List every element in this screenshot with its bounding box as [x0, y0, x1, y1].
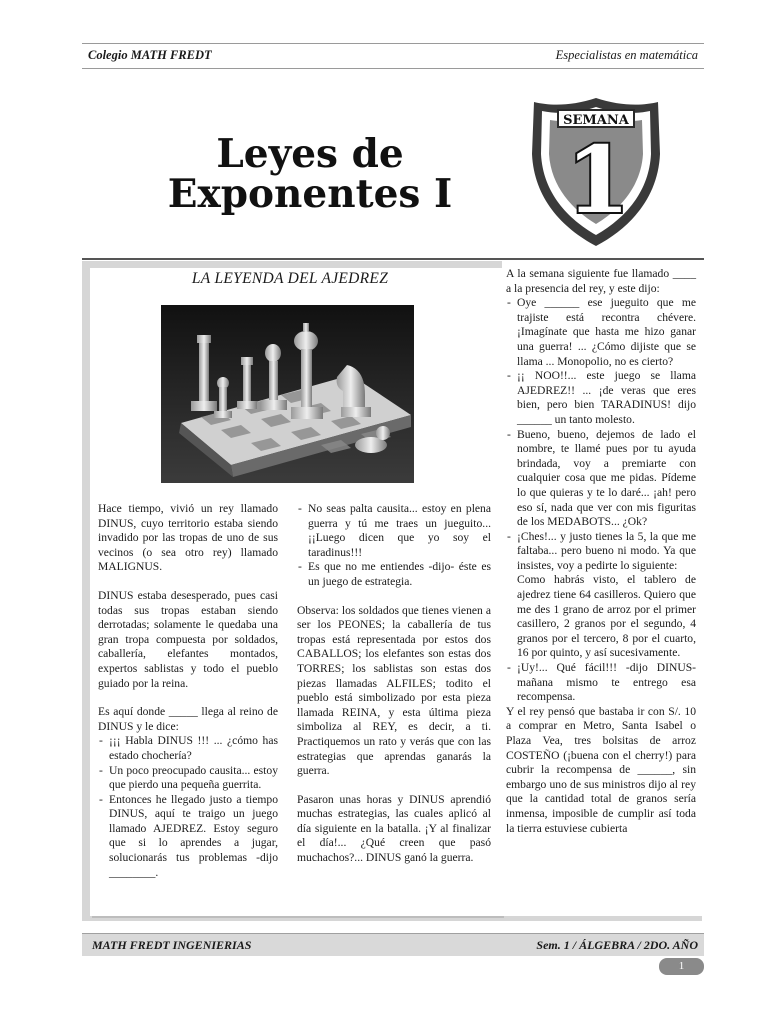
page-header [82, 43, 704, 69]
school-name: Colegio MATH FREDT [88, 48, 212, 62]
story-paragraph: DINUS estaba desesperado, pues casi todas sus tropas estaban siendo derrotadas; solamente le quedaba una gran tropa compuesta por soldados, caballería, elefantes montados, expertos sablistas y todo el pueblo guiado por la reina. [98, 588, 278, 690]
chess-pieces-photo [161, 305, 414, 483]
title-divider [82, 258, 704, 260]
footer-course: Sem. 1 / ÁLGEBRA / 2DO. AÑO [536, 938, 698, 952]
dialogue-line: - Un poco preocupado causita... estoy que pierdo una pequeña guerrita. [98, 764, 278, 793]
page-number: 1 [659, 958, 704, 975]
dialogue-list [297, 502, 491, 590]
story-paragraph: Observa: los soldados que tienes vienen a ser los PEONES; la caballería de tus tropas está representada por estos dos CABALLOS; los elefantes son estas dos TORRES; los sablistas son estas dos piezas llamadas ALFILES; todito el pueblo está simbolizado por esta pieza llamada REINA, y esta última pieza simboliza al REY, es decir, a ti. Practiquemos un rato y verás que con las estrategias que aprendas ganarás la guerra. [297, 603, 491, 778]
story-column-3 [506, 267, 696, 836]
dialogue-list [506, 296, 696, 573]
dialogue-line: - Es que no me entiendes -dijo- éste es un juego de estrategia. [297, 560, 491, 589]
shield-icon [528, 94, 664, 250]
dialogue-line: - Bueno, bueno, dejemos de lado el nombre, te llamé pues por tu ayuda brindada, voy a premiarte con cualquier cosa que me pidas. Pídeme lo que quieras y te lo daré... ¡ah! pero eso sí, nada que ver con mis figuritas de los MEDABOTS... ¿Ok? [506, 428, 696, 530]
page-title [120, 131, 500, 217]
page-footer [82, 933, 704, 956]
dialogue-line: - ¡¡¡ Habla DINUS !!! ... ¿cómo has estado chochería? [98, 734, 278, 763]
story-paragraph: Es aquí donde _____ llega al reino de DINUS y le dice: [98, 705, 278, 733]
dialogue-line: - ¡Uy!... Qué fácil!!! -dijo DINUS- mañana mismo te entrego esa recompensa. [506, 661, 696, 705]
dialogue-line: - No seas palta causita... estoy en plena guerra y tú me traes un jueguito... ¡¡Luego dicen que yo soy el taradinus!!! [297, 502, 491, 560]
dialogue-continuation: Como habrás visto, el tablero de ajedrez tiene 64 casilleros. Quiero que me des 1 grano de arroz por el primer casillero, 2 granos por el segundo, 4 granos por el tercero, 8 por el cuarto, 16 por quinto, y así sucesivamente. [517, 573, 696, 660]
dialogue-list [506, 661, 696, 705]
title-line-1: Leyes de [216, 131, 404, 177]
school-tagline: Especialistas en matemática [555, 48, 698, 62]
story-column-2 [297, 502, 491, 880]
story-paragraph: Hace tiempo, vivió un rey llamado DINUS, cuyo territorio estaba siendo invadido por las tropas de uno de sus vecinos (o sea otro rey) llamado MALIGNUS. [98, 502, 278, 574]
badge-number: 1 [565, 126, 631, 234]
story-column-1 [98, 502, 278, 880]
dialogue-line: - ¡Ches!... y justo tienes la 5, la que me faltaba... pero bueno ni modo. Ya que insistes, voy a pedirte lo siguiente: [506, 530, 696, 574]
dialogue-line: - Oye ______ ese jueguito que me trajiste está recontra chévere. ¡Imagínate que hasta me hizo ganar una guerra! ... ¿Cómo dijiste que se llama ... Monopolio, no es cierto? [506, 296, 696, 369]
story-title: LA LEYENDA DEL AJEDREZ [191, 270, 389, 287]
story-paragraph: Y el rey pensó que bastaba ir con S/. 10 a comprar en Metro, Santa Isabel o Plaza Vea, tres bolsitas de arroz COSTEÑO (¡buena con el cherry!) para cubrir la recompensa de ______, sin embargo uno de sus ministros dijo al rey que la cantidad total de granos sería inmensa, imposible de cumplir así toda la tierra estuviese cubierta [506, 704, 696, 835]
dialogue-list [98, 734, 278, 880]
dialogue-line: - ¡¡ NOO!!... este juego se llama AJEDREZ!! ... ¡de veras que eres bien, pero bien TARADINUS! dijo ______ un tanto molesto. [506, 369, 696, 427]
badge-label: SEMANA [563, 113, 629, 128]
footer-company: MATH FREDT INGENIERIAS [92, 938, 252, 952]
story-paragraph: A la semana siguiente fue llamado ____ a la presencia del rey, y este dijo: [506, 267, 696, 295]
title-line-2: Exponentes I [167, 171, 453, 217]
dialogue-line: - Entonces he llegado justo a tiempo DINUS, aquí te traigo un juego llamado AJEDREZ. Estoy seguro que si lo aprendes a jugar, solucionarás tus problemas -dijo ________. [98, 793, 278, 881]
story-paragraph: Pasaron unas horas y DINUS aprendió muchas estrategias, las cuales aplicó al día siguiente en la batalla. ¡Y al finalizar el día!... ¿Qué creen que pasó muchachos?... DINUS ganó la guerra. [297, 792, 491, 865]
